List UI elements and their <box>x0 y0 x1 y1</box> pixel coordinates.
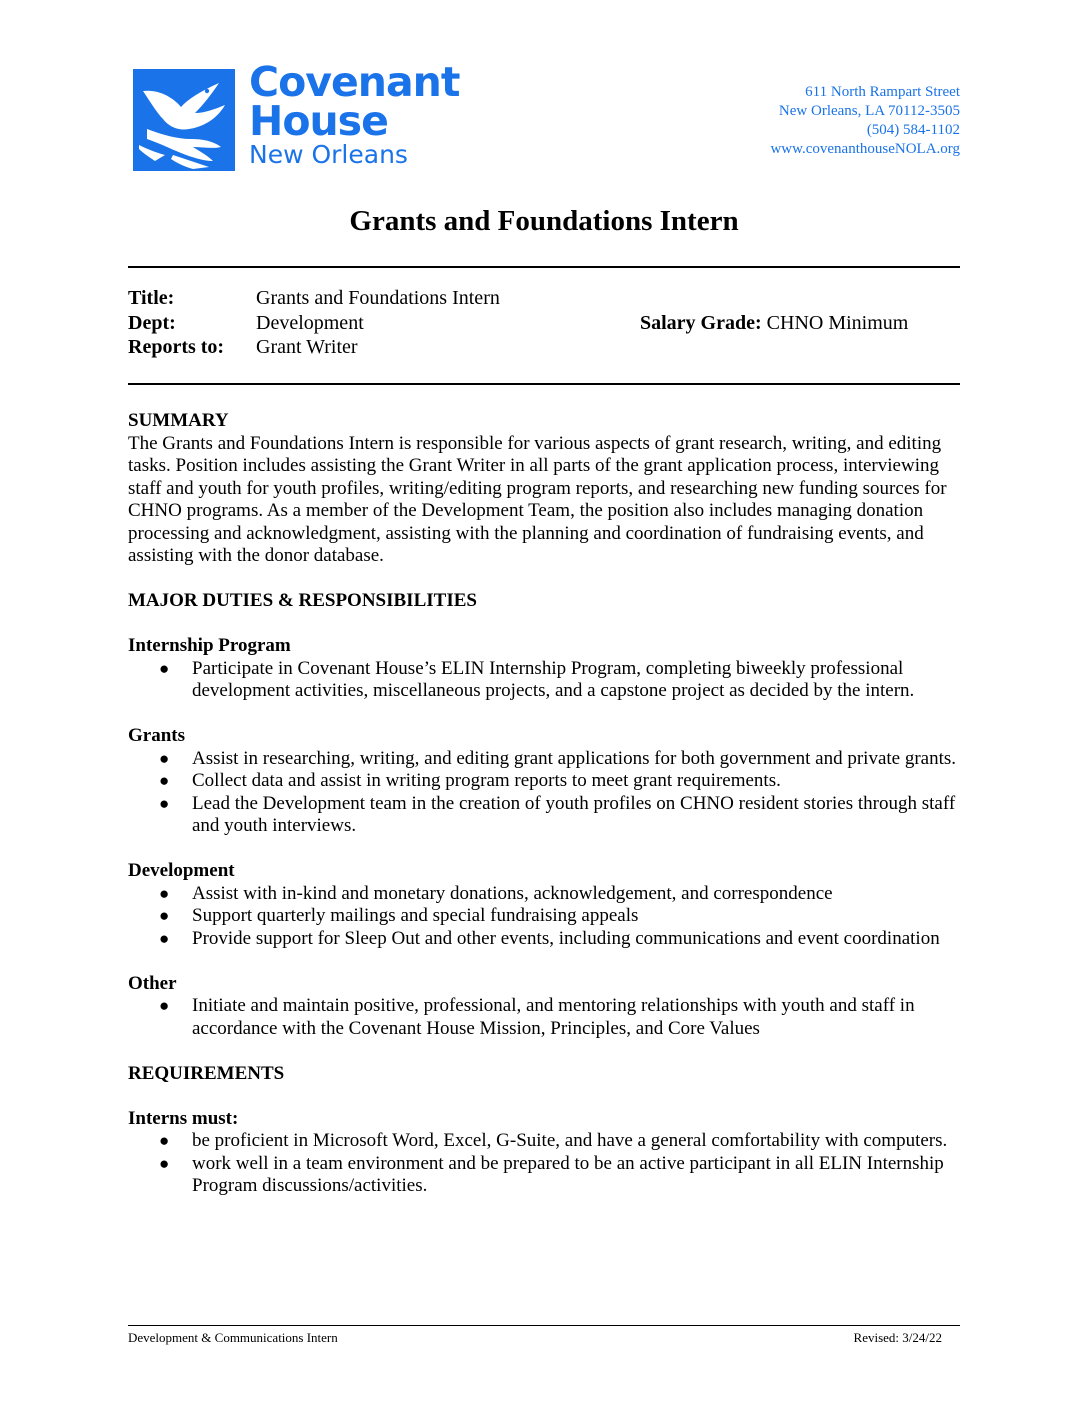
dove-hands-icon <box>133 69 235 171</box>
bullet-icon: ● <box>159 906 170 925</box>
meta-row-dept <box>128 311 960 336</box>
internship-list <box>128 658 960 703</box>
logo-line-house: House <box>249 97 388 145</box>
list-item <box>128 905 960 928</box>
logo-line-covenant: Covenant <box>249 58 460 106</box>
list-item-text: Assist with in-kind and monetary donations, acknowledgement, and correspondence <box>192 882 833 904</box>
meta-row-reports <box>128 335 960 360</box>
covenant-house-logo <box>133 58 460 172</box>
document-body <box>128 410 960 1198</box>
salary-value: CHNO Minimum <box>766 311 909 334</box>
meta-reports-label: Reports to: <box>128 336 225 358</box>
list-item-text: Collect data and assist in writing program reports to meet grant requirements. <box>192 770 781 791</box>
list-item-text: Support quarterly mailings and special fundraising appeals <box>192 905 639 926</box>
internship-heading: Internship Program <box>128 635 291 656</box>
bullet-icon: ● <box>159 748 170 768</box>
duties-heading: MAJOR DUTIES & RESPONSIBILITIES <box>128 590 477 611</box>
bullet-icon: ● <box>159 771 170 790</box>
bullet-icon: ● <box>159 1131 170 1150</box>
address-block <box>770 83 960 159</box>
bullet-icon: ● <box>159 793 170 813</box>
list-item <box>128 883 960 906</box>
address-city: New Orleans, LA 70112-3505 <box>778 103 960 119</box>
page-footer <box>128 1325 960 1345</box>
meta-title-value: Grants and Foundations Intern <box>256 287 500 309</box>
list-item-text: be proficient in Microsoft Word, Excel, G-Suite, and have a general comfortability with computers. <box>192 1130 948 1151</box>
bullet-icon: ● <box>159 996 170 1015</box>
footer-revised-date: Revised: 3/24/22 <box>853 1330 942 1345</box>
footer-doc-name: Development & Communications Intern <box>128 1330 338 1345</box>
salary-grade <box>640 311 908 336</box>
logo-line-new-orleans: New Orleans <box>249 140 408 169</box>
other-heading: Other <box>128 972 177 994</box>
document-title: Grants and Foundations Intern <box>349 205 739 237</box>
meta-title-label: Title: <box>128 287 175 309</box>
list-item <box>128 1130 960 1153</box>
list-item <box>128 658 960 703</box>
development-heading: Development <box>128 860 235 881</box>
address-phone: (504) 584-1102 <box>866 122 960 138</box>
bullet-icon: ● <box>159 883 170 903</box>
bullet-icon: ● <box>159 928 170 948</box>
job-meta <box>128 286 960 360</box>
top-divider <box>128 266 960 268</box>
requirements-heading: REQUIREMENTS <box>128 1062 285 1084</box>
list-item <box>128 770 960 793</box>
list-item <box>128 995 960 1040</box>
bullet-icon: ● <box>159 658 170 678</box>
summary-heading: SUMMARY <box>128 410 229 431</box>
salary-label: Salary Grade: <box>640 311 762 334</box>
meta-row-title <box>128 286 960 311</box>
list-item-text: Assist in researching, writing, and editing grant applications for both government and private grants. <box>192 747 957 769</box>
development-list <box>128 883 960 951</box>
list-item-text: Lead the Development team in the creation of youth profiles on CHNO resident stories through staff and youth interviews. <box>192 792 956 836</box>
other-list <box>128 995 960 1040</box>
list-item <box>128 928 960 951</box>
meta-dept-value: Development <box>256 311 364 334</box>
bullet-icon: ● <box>159 1153 170 1173</box>
list-item-text: work well in a team environment and be prepared to be an active participant in all ELIN Internship Program discussions/activities. <box>192 1152 944 1196</box>
grants-heading: Grants <box>128 725 185 746</box>
summary-text: The Grants and Foundations Intern is responsible for various aspects of grant research, writing, and editing tasks. Position includes assisting the Grant Writer in all parts of the grant application process, interviewing staff and youth for youth profiles, writing/editing program reports, and researching new funding sources for CHNO programs. As a member of the Development Team, the position also includes managing donation processing and acknowledgment, assisting with the planning and coordination of fundraising events, and assisting with the donor database. <box>128 432 947 566</box>
requirements-list <box>128 1130 960 1198</box>
grants-list <box>128 748 960 838</box>
list-item-text: Participate in Covenant House’s ELIN Internship Program, completing biweekly professional development activities, miscellaneous projects, and a capstone project as decided by the intern. <box>192 657 915 701</box>
list-item-text: Provide support for Sleep Out and other events, including communications and event coordination <box>192 927 940 949</box>
list-item-text: Initiate and maintain positive, professional, and mentoring relationships with youth and staff in accordance with the Covenant House Mission, Principles, and Core Values <box>192 995 915 1039</box>
address-street: 611 North Rampart Street <box>805 84 960 100</box>
list-item <box>128 793 960 838</box>
address-website[interactable]: www.covenanthouseNOLA.org <box>770 141 960 157</box>
meta-divider <box>128 383 960 385</box>
list-item <box>128 1153 960 1198</box>
meta-dept-label: Dept: <box>128 311 176 334</box>
meta-reports-value: Grant Writer <box>256 336 358 358</box>
interns-must-heading: Interns must: <box>128 1107 239 1129</box>
logo-wordmark <box>249 58 460 170</box>
list-item <box>128 748 960 771</box>
